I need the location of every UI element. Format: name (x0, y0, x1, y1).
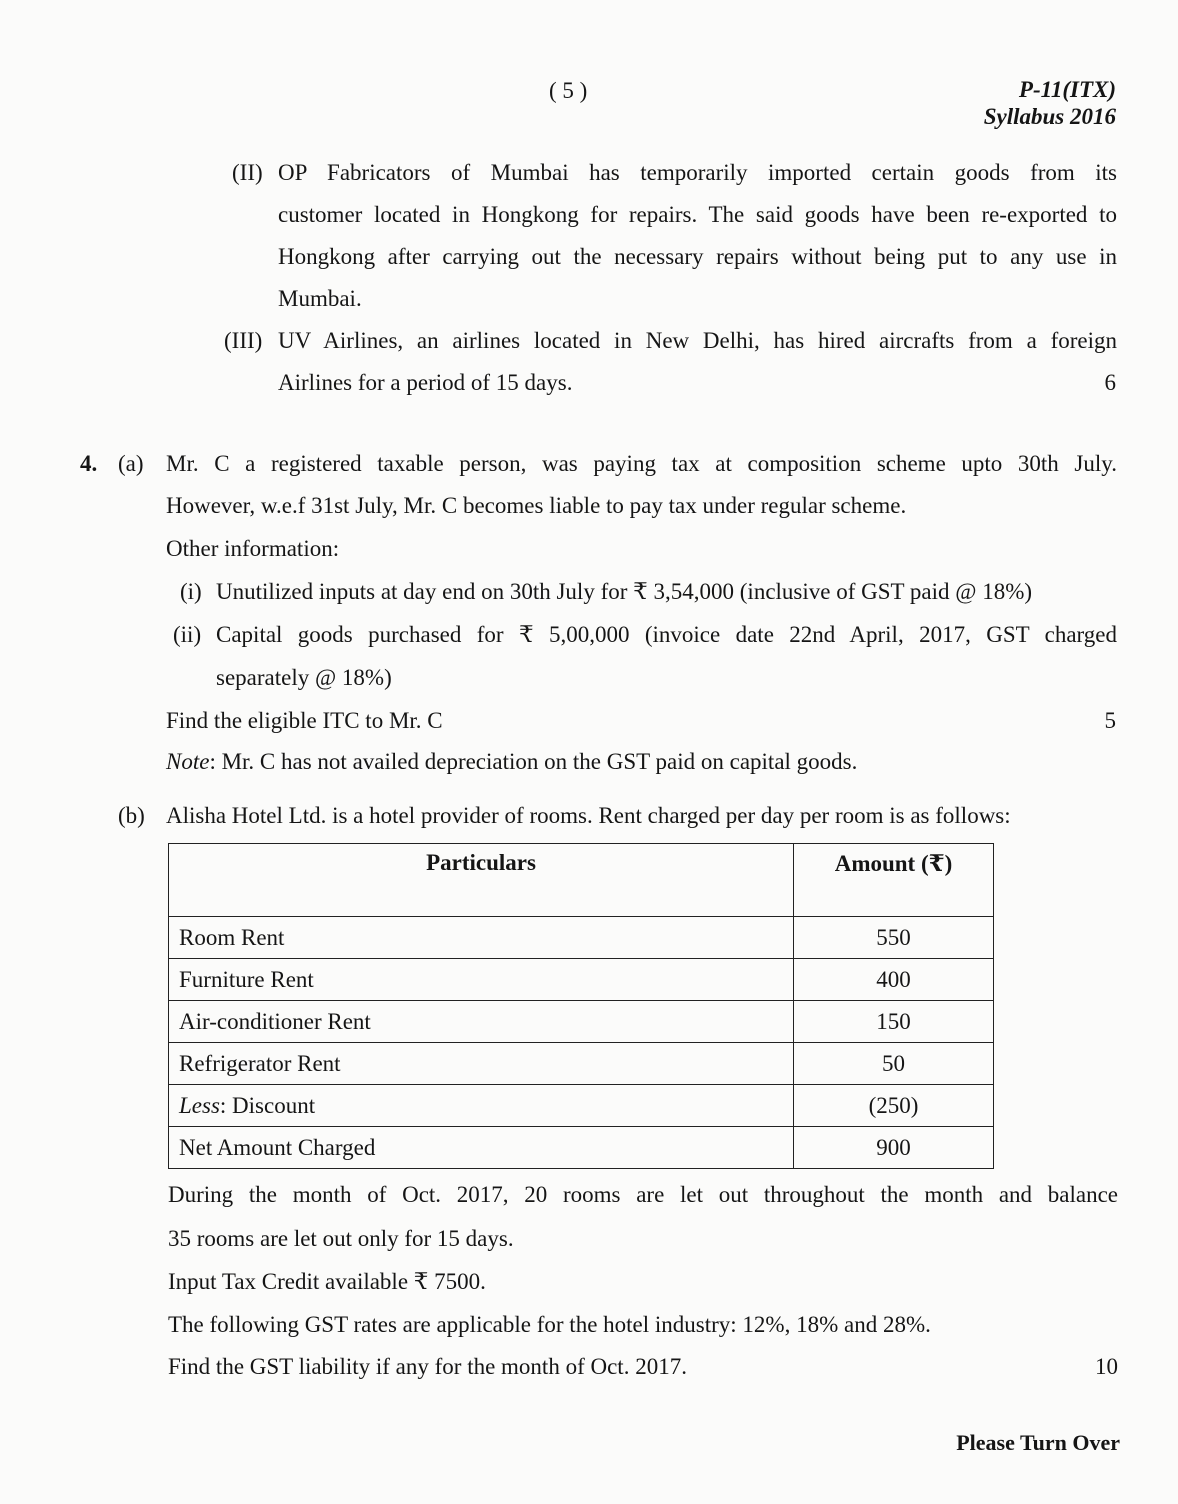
info-item-ii-text: Capital goods purchased for ₹ 5,00,000 (invoice date 22nd April, 2017, GST charged (216, 622, 1117, 647)
item-II-line-3: Hongkong after carrying out the necessary repairs without being put to any use in (278, 244, 1117, 269)
less-label: Less (179, 1092, 220, 1118)
item-III-line-1: UV Airlines, an airlines located in New Delhi, has hired aircrafts from a foreign (278, 328, 1117, 353)
part-b-line-5: Find the GST liability if any for the month of Oct. 2017. (168, 1354, 687, 1379)
paper-code-block (984, 76, 1116, 130)
row-particular (169, 1085, 794, 1127)
part-b-line-4: The following GST rates are applicable for the hotel industry: 12%, 18% and 28%. (168, 1312, 931, 1337)
row-particular: Air-conditioner Rent (169, 1001, 794, 1043)
part-a-line-3: Other information: (166, 536, 340, 561)
row-amount: (250) (794, 1085, 994, 1127)
part-a-note (166, 741, 857, 783)
header-particulars: Particulars (169, 844, 794, 917)
table-header-row (169, 844, 994, 917)
part-a-label: (a) (118, 451, 144, 476)
part-b-intro: Alisha Hotel Ltd. is a hotel provider of rooms. Rent charged per day per room is as follows: (166, 803, 1011, 828)
note-text: : Mr. C has not availed depreciation on the GST paid on capital goods. (209, 749, 858, 774)
item-II-line-4: Mumbai. (278, 286, 362, 311)
item-III-label: (III) (224, 328, 263, 353)
row-particular: Net Amount Charged (169, 1127, 794, 1169)
table-row (169, 959, 994, 1001)
item-II-line-2: customer located in Hongkong for repairs. The said goods have been re-exported to (278, 202, 1117, 227)
part-b-marks: 10 (1095, 1354, 1118, 1379)
part-a-question: Find the eligible ITC to Mr. C (166, 708, 443, 733)
table-row (169, 1085, 994, 1127)
row-amount: 150 (794, 1001, 994, 1043)
note-label: Note (166, 749, 210, 774)
question-number: 4. (80, 451, 98, 476)
rent-table (168, 843, 994, 1169)
row-particular: Furniture Rent (169, 959, 794, 1001)
part-a-marks: 5 (1104, 708, 1116, 733)
info-item-i-label: (i) (180, 579, 202, 604)
part-a-line-2: However, w.e.f 31st July, Mr. C becomes liable to pay tax under regular scheme. (166, 493, 907, 518)
row-particular: Room Rent (169, 917, 794, 959)
item-II-label: (II) (232, 160, 263, 185)
syllabus-label: Syllabus 2016 (983, 104, 1116, 129)
part-b-label: (b) (118, 803, 145, 828)
row-amount: 550 (794, 917, 994, 959)
table-row (169, 1127, 994, 1169)
table-row (169, 1043, 994, 1085)
table-row (169, 1001, 994, 1043)
item-III-line-2: Airlines for a period of 15 days. (278, 370, 573, 395)
row-amount: 400 (794, 959, 994, 1001)
row-amount: 50 (794, 1043, 994, 1085)
info-item-ii-continuation: separately @ 18%) (216, 665, 392, 690)
q3-marks: 6 (1104, 370, 1116, 395)
page-number: ( 5 ) (549, 78, 588, 103)
discount-label: : Discount (219, 1092, 316, 1118)
row-amount: 900 (794, 1127, 994, 1169)
info-item-ii-label: (ii) (173, 622, 202, 647)
part-b-line-3: Input Tax Credit available ₹ 7500. (168, 1269, 486, 1294)
part-b-line-2: 35 rooms are let out only for 15 days. (168, 1226, 514, 1251)
paper-code: P-11(ITX) (1018, 77, 1116, 102)
part-a-line-1: Mr. C a registered taxable person, was paying tax at composition scheme upto 30th July. (166, 451, 1117, 476)
please-turn-over: Please Turn Over (956, 1430, 1120, 1455)
info-item-i-text: Unutilized inputs at day end on 30th July for ₹ 3,54,000 (inclusive of GST paid @ 18%) (216, 579, 1033, 604)
table-row (169, 917, 994, 959)
row-particular: Refrigerator Rent (169, 1043, 794, 1085)
item-II-line-1: OP Fabricators of Mumbai has temporarily imported certain goods from its (278, 160, 1117, 185)
header-amount: Amount (₹) (794, 844, 994, 917)
part-b-line-1: During the month of Oct. 2017, 20 rooms are let out throughout the month and balance (168, 1182, 1118, 1207)
